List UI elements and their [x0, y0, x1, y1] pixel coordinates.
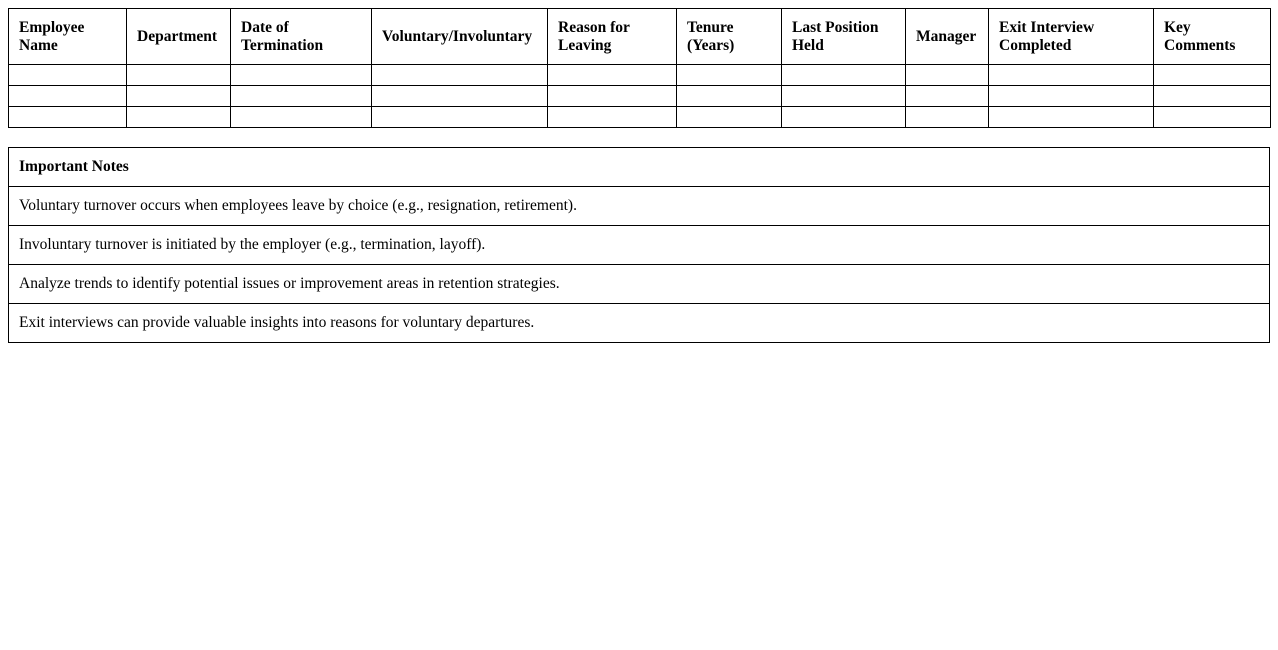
- table-cell[interactable]: [677, 65, 782, 86]
- list-item: [9, 265, 1270, 304]
- column-header-manager: Manager: [906, 9, 989, 65]
- table-cell[interactable]: [906, 86, 989, 107]
- table-cell[interactable]: [989, 86, 1154, 107]
- column-header-key-comments: Key Comments: [1154, 9, 1271, 65]
- table-cell[interactable]: [1154, 86, 1271, 107]
- table-cell[interactable]: [782, 107, 906, 128]
- table-cell[interactable]: [127, 107, 231, 128]
- list-item: [9, 226, 1270, 265]
- important-notes-table: [8, 147, 1270, 343]
- column-header-date-of-termination: Date of Termination: [231, 9, 372, 65]
- note-voluntary-turnover: Voluntary turnover occurs when employees leave by choice (e.g., resignation, retirement).: [9, 187, 1270, 226]
- table-cell[interactable]: [989, 65, 1154, 86]
- note-involuntary-turnover: Involuntary turnover is initiated by the employer (e.g., termination, layoff).: [9, 226, 1270, 265]
- column-header-department: Department: [127, 9, 231, 65]
- column-header-voluntary-involuntary: Voluntary/Involuntary: [372, 9, 548, 65]
- table-cell[interactable]: [989, 107, 1154, 128]
- table-cell[interactable]: [231, 86, 372, 107]
- table-cell[interactable]: [677, 107, 782, 128]
- turnover-table: [8, 8, 1271, 128]
- table-cell[interactable]: [127, 65, 231, 86]
- table-cell[interactable]: [548, 107, 677, 128]
- table-cell[interactable]: [9, 65, 127, 86]
- column-header-tenure: Tenure (Years): [677, 9, 782, 65]
- table-cell[interactable]: [127, 86, 231, 107]
- list-item: [9, 304, 1270, 343]
- column-header-exit-interview-completed: Exit Interview Completed: [989, 9, 1154, 65]
- table-cell[interactable]: [231, 107, 372, 128]
- table-cell[interactable]: [9, 86, 127, 107]
- notes-heading: Important Notes: [9, 148, 1270, 187]
- column-header-last-position-held: Last Position Held: [782, 9, 906, 65]
- table-cell[interactable]: [9, 107, 127, 128]
- table-cell[interactable]: [548, 86, 677, 107]
- column-header-employee-name: Employee Name: [9, 9, 127, 65]
- table-cell[interactable]: [548, 65, 677, 86]
- table-cell[interactable]: [372, 107, 548, 128]
- note-analyze-trends: Analyze trends to identify potential issues or improvement areas in retention strategies.: [9, 265, 1270, 304]
- list-item: [9, 187, 1270, 226]
- table-cell[interactable]: [372, 86, 548, 107]
- table-header-row: [9, 9, 1271, 65]
- table-row: [9, 107, 1271, 128]
- table-cell[interactable]: [782, 86, 906, 107]
- table-row: [9, 86, 1271, 107]
- table-row: [9, 65, 1271, 86]
- note-exit-interviews: Exit interviews can provide valuable insights into reasons for voluntary departures.: [9, 304, 1270, 343]
- table-cell[interactable]: [677, 86, 782, 107]
- table-cell[interactable]: [906, 107, 989, 128]
- table-cell[interactable]: [906, 65, 989, 86]
- column-header-reason-for-leaving: Reason for Leaving: [548, 9, 677, 65]
- table-cell[interactable]: [1154, 107, 1271, 128]
- table-cell[interactable]: [372, 65, 548, 86]
- table-cell[interactable]: [231, 65, 372, 86]
- table-cell[interactable]: [782, 65, 906, 86]
- table-cell[interactable]: [1154, 65, 1271, 86]
- notes-header-row: [9, 148, 1270, 187]
